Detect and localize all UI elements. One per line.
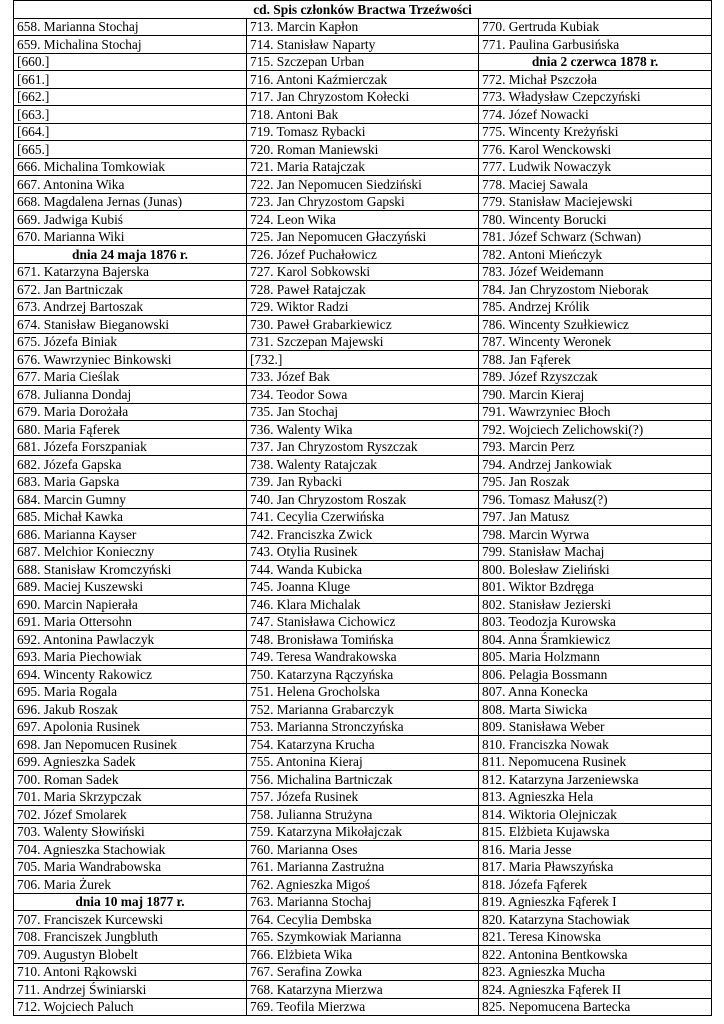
- table-row: [14, 473, 712, 491]
- member-entry: 771. Paulina Garbusińska: [479, 36, 712, 54]
- member-entry: 811. Nepomucena Rusinek: [479, 753, 712, 771]
- member-entry: [664.]: [14, 123, 247, 141]
- member-entry: 725. Jan Nepomucen Głaczyński: [247, 228, 479, 246]
- member-entry: 795. Jan Roszak: [479, 473, 712, 491]
- member-entry: 671. Katarzyna Bajerska: [14, 263, 247, 281]
- member-entry: 685. Michał Kawka: [14, 508, 247, 526]
- member-entry: 774. Józef Nowacki: [479, 106, 712, 124]
- member-entry: 684. Marcin Gumny: [14, 491, 247, 509]
- member-entry: 809. Stanisława Weber: [479, 718, 712, 736]
- member-entry: 702. Józef Smolarek: [14, 806, 247, 824]
- member-entry: 785. Andrzej Królik: [479, 298, 712, 316]
- member-entry: 691. Maria Ottersohn: [14, 613, 247, 631]
- member-entry: 787. Wincenty Weronek: [479, 333, 712, 351]
- member-entry: 690. Marcin Napierała: [14, 596, 247, 614]
- table-row: [14, 281, 712, 299]
- table-row: [14, 788, 712, 806]
- member-entry: 781. Józef Schwarz (Schwan): [479, 228, 712, 246]
- table-row: [14, 876, 712, 894]
- member-entry: 770. Gertruda Kubiak: [479, 18, 712, 36]
- table-row: [14, 386, 712, 404]
- member-entry: 695. Maria Rogala: [14, 683, 247, 701]
- member-entry: 733. Józef Bak: [247, 368, 479, 386]
- table-row: [14, 771, 712, 789]
- table-row: [14, 421, 712, 439]
- member-entry: 668. Magdalena Jernas (Junas): [14, 193, 247, 211]
- table-row: [14, 561, 712, 579]
- member-entry: 679. Maria Dorożała: [14, 403, 247, 421]
- table-row: [14, 666, 712, 684]
- member-entry: 745. Joanna Kluge: [247, 578, 479, 596]
- member-entry: [662.]: [14, 88, 247, 106]
- table-row: [14, 648, 712, 666]
- table-row: [14, 176, 712, 194]
- member-entry: 712. Wojciech Paluch: [14, 998, 247, 1016]
- table-row: [14, 368, 712, 386]
- member-entry: 767. Serafina Zowka: [247, 963, 479, 981]
- table-row: [14, 701, 712, 719]
- table-row: [14, 158, 712, 176]
- member-entry: [660.]: [14, 53, 247, 71]
- member-entry: 718. Antoni Bak: [247, 106, 479, 124]
- member-entry: 790. Marcin Kieraj: [479, 386, 712, 404]
- table-row: [14, 316, 712, 334]
- member-entry: 765. Szymkowiak Marianna: [247, 928, 479, 946]
- member-entry: 819. Agnieszka Fąferek I: [479, 893, 712, 911]
- member-entry: 734. Teodor Sowa: [247, 386, 479, 404]
- member-entry: 761. Marianna Zastrużna: [247, 858, 479, 876]
- member-entry: 727. Karol Sobkowski: [247, 263, 479, 281]
- member-entry: 793. Marcin Perz: [479, 438, 712, 456]
- member-entry: 708. Franciszek Jungbluth: [14, 928, 247, 946]
- table-row: [14, 36, 712, 54]
- member-entry: 676. Wawrzyniec Binkowski: [14, 351, 247, 369]
- member-entry: 760. Marianna Oses: [247, 841, 479, 859]
- member-entry: 713. Marcin Kapłon: [247, 18, 479, 36]
- member-entry: 792. Wojciech Zelichowski(?): [479, 421, 712, 439]
- member-entry: 719. Tomasz Rybacki: [247, 123, 479, 141]
- member-entry: 764. Cecylia Dembska: [247, 911, 479, 929]
- member-entry: [661.]: [14, 71, 247, 89]
- member-entry: 726. Józef Puchałowicz: [247, 246, 479, 264]
- member-entry: 788. Jan Fąferek: [479, 351, 712, 369]
- member-entry: 799. Stanisław Machaj: [479, 543, 712, 561]
- member-entry: 743. Otylia Rusinek: [247, 543, 479, 561]
- table-row: [14, 18, 712, 36]
- member-entry: 815. Elżbieta Kujawska: [479, 823, 712, 841]
- member-entry: [732.]: [247, 351, 479, 369]
- document-title: cd. Spis członków Bractwa Trzeźwości: [14, 1, 712, 19]
- member-entry: 659. Michalina Stochaj: [14, 36, 247, 54]
- member-entry: 715. Szczepan Urban: [247, 53, 479, 71]
- table-row: [14, 456, 712, 474]
- member-entry: 696. Jakub Roszak: [14, 701, 247, 719]
- member-entry: 682. Józefa Gapska: [14, 456, 247, 474]
- member-entry: 756. Michalina Bartniczak: [247, 771, 479, 789]
- member-entry: 740. Jan Chryzostom Roszak: [247, 491, 479, 509]
- member-entry: 807. Anna Konecka: [479, 683, 712, 701]
- member-entry: 688. Stanisław Kromczyński: [14, 561, 247, 579]
- member-entry: 681. Józefa Forszpaniak: [14, 438, 247, 456]
- member-entry: 806. Pelagia Bossmann: [479, 666, 712, 684]
- member-entry: 723. Jan Chryzostom Gapski: [247, 193, 479, 211]
- member-entry: 786. Wincenty Szułkiewicz: [479, 316, 712, 334]
- table-row: [14, 508, 712, 526]
- members-list-table: [13, 0, 712, 1016]
- member-entry: 714. Stanisław Naparty: [247, 36, 479, 54]
- member-entry: 769. Teofila Mierzwa: [247, 998, 479, 1016]
- member-entry: [663.]: [14, 106, 247, 124]
- member-entry: 801. Wiktor Bzdręga: [479, 578, 712, 596]
- member-entry: 730. Paweł Grabarkiewicz: [247, 316, 479, 334]
- member-entry: 757. Józefa Rusinek: [247, 788, 479, 806]
- member-entry: 683. Maria Gapska: [14, 473, 247, 491]
- date-separator: dnia 24 maja 1876 r.: [14, 246, 247, 264]
- table-row: [14, 526, 712, 544]
- table-row: [14, 298, 712, 316]
- member-entry: 686. Marianna Kayser: [14, 526, 247, 544]
- member-entry: 763. Marianna Stochaj: [247, 893, 479, 911]
- title-row: [14, 1, 712, 19]
- table-row: [14, 841, 712, 859]
- table-row: [14, 683, 712, 701]
- member-entry: 728. Paweł Ratajczak: [247, 281, 479, 299]
- member-entry: 749. Teresa Wandrakowska: [247, 648, 479, 666]
- member-entry: 780. Wincenty Borucki: [479, 211, 712, 229]
- member-entry: 820. Katarzyna Stachowiak: [479, 911, 712, 929]
- member-entry: 693. Maria Piechowiak: [14, 648, 247, 666]
- member-entry: 744. Wanda Kubicka: [247, 561, 479, 579]
- table-row: [14, 823, 712, 841]
- member-entry: 722. Jan Nepomucen Siedziński: [247, 176, 479, 194]
- table-row: [14, 893, 712, 911]
- member-entry: 824. Agnieszka Fąferek II: [479, 981, 712, 999]
- member-entry: 773. Władysław Czepczyński: [479, 88, 712, 106]
- member-entry: 750. Katarzyna Rączyńska: [247, 666, 479, 684]
- member-entry: 803. Teodozja Kurowska: [479, 613, 712, 631]
- member-entry: 796. Tomasz Małusz(?): [479, 491, 712, 509]
- member-entry: 741. Cecylia Czerwińska: [247, 508, 479, 526]
- member-entry: 753. Marianna Stronczyńska: [247, 718, 479, 736]
- member-entry: 823. Agnieszka Mucha: [479, 963, 712, 981]
- member-entry: 755. Antonina Kieraj: [247, 753, 479, 771]
- table-row: [14, 263, 712, 281]
- member-entry: 748. Bronisława Tomińska: [247, 631, 479, 649]
- member-entry: 808. Marta Siwicka: [479, 701, 712, 719]
- member-entry: 729. Wiktor Radzi: [247, 298, 479, 316]
- member-entry: 687. Melchior Konieczny: [14, 543, 247, 561]
- member-entry: 737. Jan Chryzostom Ryszczak: [247, 438, 479, 456]
- table-row: [14, 106, 712, 124]
- table-row: [14, 963, 712, 981]
- member-entry: 804. Anna Śramkiewicz: [479, 631, 712, 649]
- member-entry: 805. Maria Holzmann: [479, 648, 712, 666]
- table-row: [14, 403, 712, 421]
- table-row: [14, 613, 712, 631]
- member-entry: 721. Maria Ratajczak: [247, 158, 479, 176]
- table-row: [14, 193, 712, 211]
- member-entry: 802. Stanisław Jezierski: [479, 596, 712, 614]
- member-entry: 797. Jan Matusz: [479, 508, 712, 526]
- member-entry: 777. Ludwik Nowaczyk: [479, 158, 712, 176]
- member-entry: 698. Jan Nepomucen Rusinek: [14, 736, 247, 754]
- member-entry: 694. Wincenty Rakowicz: [14, 666, 247, 684]
- member-entry: 738. Walenty Ratajczak: [247, 456, 479, 474]
- member-entry: 701. Maria Skrzypczak: [14, 788, 247, 806]
- member-entry: 794. Andrzej Jankowiak: [479, 456, 712, 474]
- member-entry: 818. Józefa Fąferek: [479, 876, 712, 894]
- member-entry: 705. Maria Wandrabowska: [14, 858, 247, 876]
- table-row: [14, 578, 712, 596]
- table-row: [14, 228, 712, 246]
- table-row: [14, 596, 712, 614]
- member-entry: 692. Antonina Pawlaczyk: [14, 631, 247, 649]
- member-entry: 762. Agnieszka Migoś: [247, 876, 479, 894]
- member-entry: 689. Maciej Kuszewski: [14, 578, 247, 596]
- member-entry: 798. Marcin Wyrwa: [479, 526, 712, 544]
- member-entry: 772. Michał Pszczoła: [479, 71, 712, 89]
- member-entry: 710. Antoni Rąkowski: [14, 963, 247, 981]
- member-entry: 775. Wincenty Kreżyński: [479, 123, 712, 141]
- member-entry: 754. Katarzyna Krucha: [247, 736, 479, 754]
- table-row: [14, 123, 712, 141]
- table-row: [14, 246, 712, 264]
- member-entry: 768. Katarzyna Mierzwa: [247, 981, 479, 999]
- table-row: [14, 211, 712, 229]
- member-entry: 759. Katarzyna Mikołajczak: [247, 823, 479, 841]
- member-entry: 784. Jan Chryzostom Nieborak: [479, 281, 712, 299]
- member-entry: 672. Jan Bartniczak: [14, 281, 247, 299]
- table-row: [14, 806, 712, 824]
- member-entry: 825. Nepomucena Bartecka: [479, 998, 712, 1016]
- member-entry: 742. Franciszka Zwick: [247, 526, 479, 544]
- member-entry: 678. Julianna Dondaj: [14, 386, 247, 404]
- date-separator: dnia 10 maj 1877 r.: [14, 893, 247, 911]
- member-entry: 675. Józefa Biniak: [14, 333, 247, 351]
- member-entry: 709. Augustyn Blobelt: [14, 946, 247, 964]
- table-row: [14, 911, 712, 929]
- member-entry: 724. Leon Wika: [247, 211, 479, 229]
- member-entry: 747. Stanisława Cichowicz: [247, 613, 479, 631]
- members-body: [14, 18, 712, 1016]
- member-entry: 789. Józef Rzyszczak: [479, 368, 712, 386]
- member-entry: 670. Marianna Wiki: [14, 228, 247, 246]
- member-entry: 746. Klara Michalak: [247, 596, 479, 614]
- table-row: [14, 981, 712, 999]
- member-entry: 810. Franciszka Nowak: [479, 736, 712, 754]
- member-entry: 699. Agnieszka Sadek: [14, 753, 247, 771]
- member-entry: 782. Antoni Mieńczyk: [479, 246, 712, 264]
- table-row: [14, 141, 712, 159]
- table-row: [14, 71, 712, 89]
- member-entry: 766. Elżbieta Wika: [247, 946, 479, 964]
- member-entry: 667. Antonina Wika: [14, 176, 247, 194]
- member-entry: 716. Antoni Kaźmierczak: [247, 71, 479, 89]
- member-entry: 791. Wawrzyniec Błoch: [479, 403, 712, 421]
- table-row: [14, 438, 712, 456]
- table-row: [14, 53, 712, 71]
- table-row: [14, 946, 712, 964]
- member-entry: 822. Antonina Bentkowska: [479, 946, 712, 964]
- table-row: [14, 753, 712, 771]
- member-entry: 700. Roman Sadek: [14, 771, 247, 789]
- member-entry: 739. Jan Rybacki: [247, 473, 479, 491]
- member-entry: 814. Wiktoria Olejniczak: [479, 806, 712, 824]
- member-entry: 673. Andrzej Bartoszak: [14, 298, 247, 316]
- member-entry: 735. Jan Stochaj: [247, 403, 479, 421]
- member-entry: 778. Maciej Sawala: [479, 176, 712, 194]
- member-entry: [665.]: [14, 141, 247, 159]
- member-entry: 821. Teresa Kinowska: [479, 928, 712, 946]
- table-row: [14, 351, 712, 369]
- date-separator: dnia 2 czerwca 1878 r.: [479, 53, 712, 71]
- member-entry: 674. Stanisław Bieganowski: [14, 316, 247, 334]
- member-entry: 816. Maria Jesse: [479, 841, 712, 859]
- member-entry: 812. Katarzyna Jarzeniewska: [479, 771, 712, 789]
- member-entry: 717. Jan Chryzostom Kołecki: [247, 88, 479, 106]
- member-entry: 711. Andrzej Świniarski: [14, 981, 247, 999]
- table-row: [14, 858, 712, 876]
- member-entry: 783. Józef Weidemann: [479, 263, 712, 281]
- member-entry: 779. Stanisław Maciejewski: [479, 193, 712, 211]
- member-entry: 666. Michalina Tomkowiak: [14, 158, 247, 176]
- member-entry: 758. Julianna Strużyna: [247, 806, 479, 824]
- member-entry: 669. Jadwiga Kubiś: [14, 211, 247, 229]
- member-entry: 680. Maria Fąferek: [14, 421, 247, 439]
- member-entry: 658. Marianna Stochaj: [14, 18, 247, 36]
- member-entry: 697. Apolonia Rusinek: [14, 718, 247, 736]
- member-entry: 731. Szczepan Majewski: [247, 333, 479, 351]
- member-entry: 751. Helena Grocholska: [247, 683, 479, 701]
- member-entry: 720. Roman Maniewski: [247, 141, 479, 159]
- table-row: [14, 631, 712, 649]
- member-entry: 736. Walenty Wika: [247, 421, 479, 439]
- member-entry: 707. Franciszek Kurcewski: [14, 911, 247, 929]
- table-row: [14, 491, 712, 509]
- table-row: [14, 543, 712, 561]
- member-entry: 706. Maria Żurek: [14, 876, 247, 894]
- member-entry: 776. Karol Wenckowski: [479, 141, 712, 159]
- member-entry: 800. Bolesław Zieliński: [479, 561, 712, 579]
- member-entry: 677. Maria Cieślak: [14, 368, 247, 386]
- member-entry: 817. Maria Pławszyńska: [479, 858, 712, 876]
- table-row: [14, 718, 712, 736]
- table-row: [14, 928, 712, 946]
- table-row: [14, 998, 712, 1016]
- member-entry: 752. Marianna Grabarczyk: [247, 701, 479, 719]
- member-entry: 703. Walenty Słowiński: [14, 823, 247, 841]
- table-row: [14, 88, 712, 106]
- table-row: [14, 736, 712, 754]
- member-entry: 704. Agnieszka Stachowiak: [14, 841, 247, 859]
- table-row: [14, 333, 712, 351]
- member-entry: 813. Agnieszka Hela: [479, 788, 712, 806]
